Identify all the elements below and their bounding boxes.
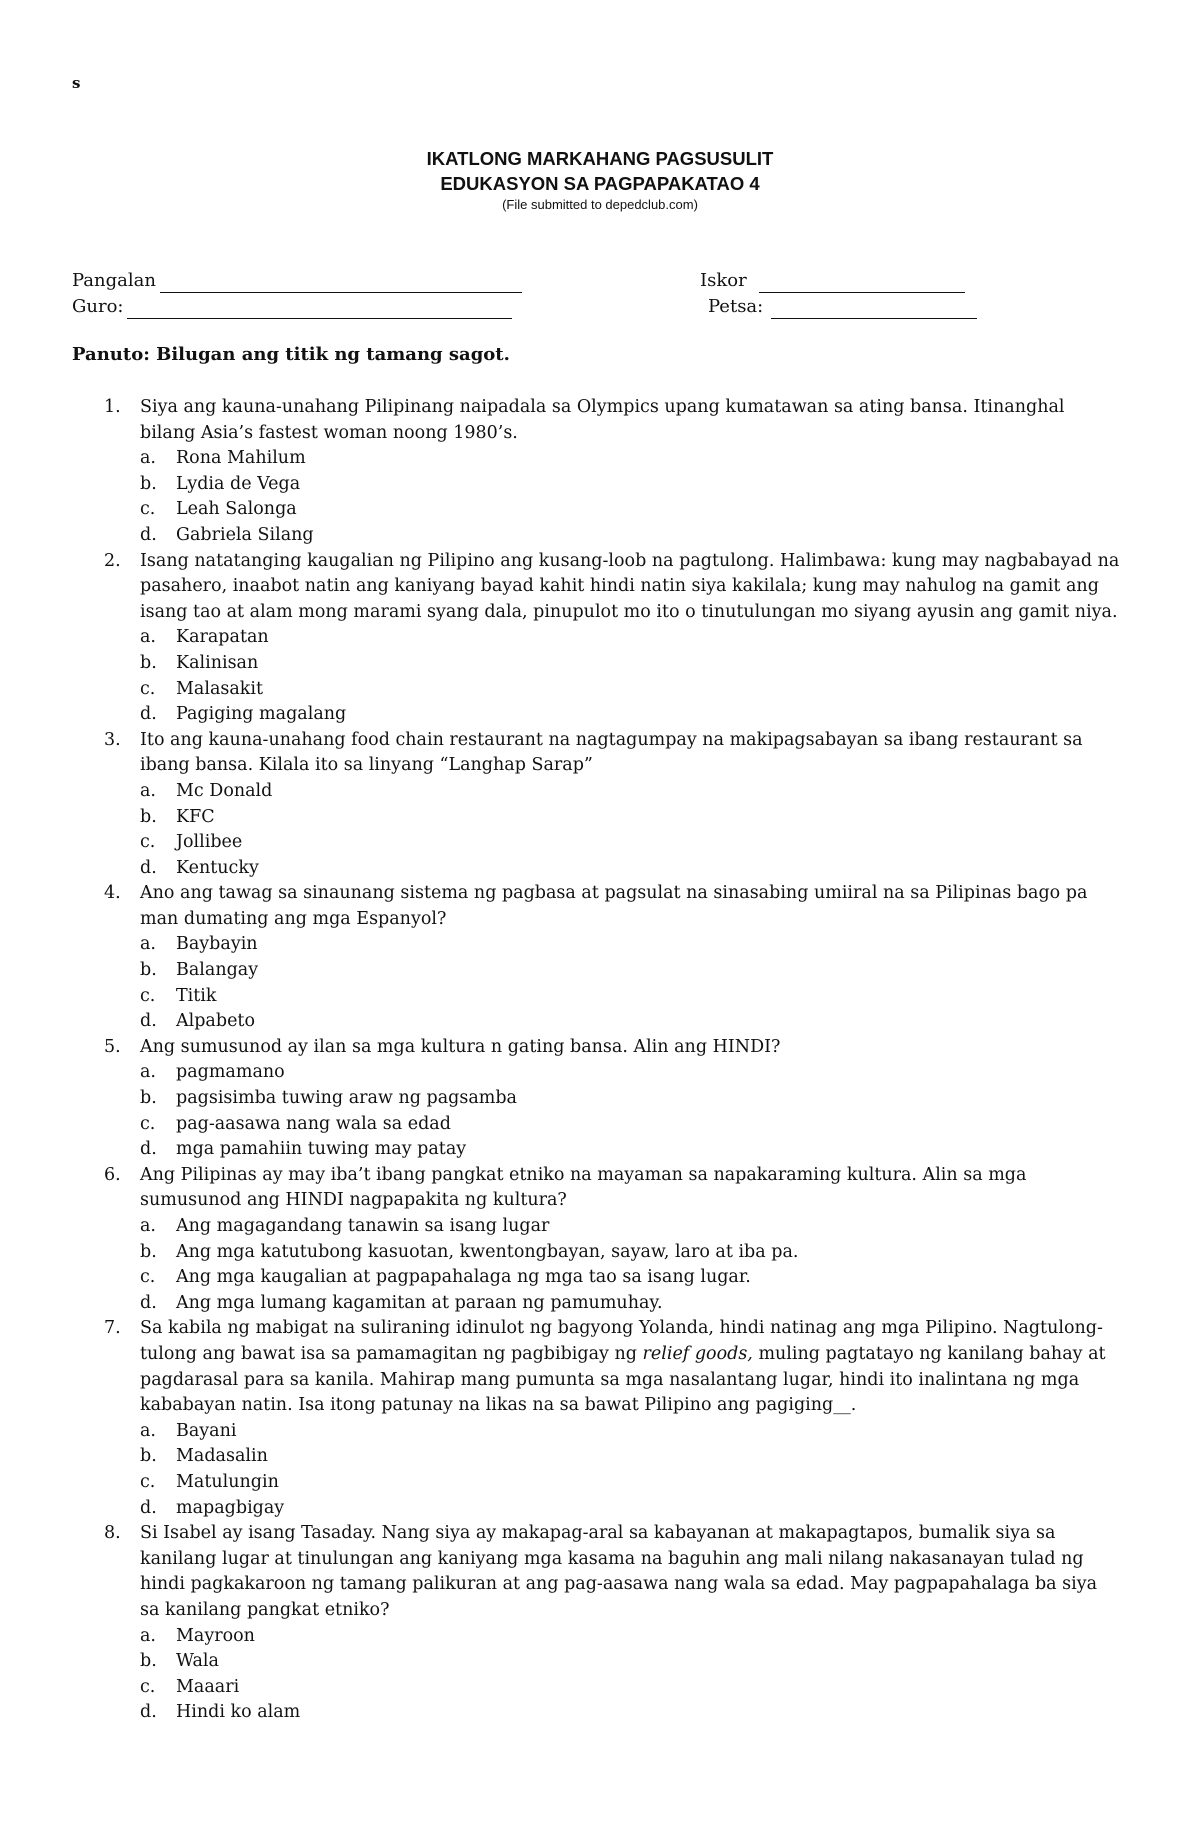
choice-text: Kalinisan — [176, 652, 259, 673]
choice-letter: b. — [140, 1241, 157, 1262]
pangalan-field — [72, 269, 522, 293]
choice-text: pagmamano — [176, 1062, 285, 1083]
question-text: Isang natatanging kaugalian ng Pilipino ang kusang-loob na pagtulong. Halimbawa: kung may nagbabayad na pasahero, inaabot natin ang kaniyang bayad kahit hindi natin siya kakilala; kung may nahulog na gamit ang isang tao at alam mong marami syang dala, pinupulot mo ito o tinutulungan mo siyang ayusin ang gamit niya. — [140, 550, 1120, 622]
guro-blank[interactable] — [127, 298, 512, 319]
question-3 — [72, 728, 1122, 882]
petsa-blank[interactable] — [771, 298, 977, 319]
question-2 — [72, 549, 1122, 728]
choice-letter: c. — [140, 985, 156, 1006]
choice-a[interactable] — [72, 1214, 1122, 1240]
question-number: 7. — [104, 1318, 121, 1339]
choice-letter: a. — [140, 934, 156, 955]
choice-text: pag-aasawa nang wala sa edad — [176, 1113, 451, 1134]
choice-c[interactable] — [72, 830, 1122, 856]
question-text — [140, 1316, 1122, 1418]
choice-b[interactable] — [72, 1649, 1122, 1675]
choice-text: Matulungin — [176, 1471, 279, 1492]
choice-letter: a. — [140, 780, 156, 801]
choice-text: Jollibee — [176, 832, 243, 853]
choice-letter: d. — [140, 1702, 157, 1723]
corner-mark: s — [72, 74, 81, 92]
choice-text: KFC — [176, 806, 215, 827]
choice-letter: b. — [140, 806, 157, 827]
choice-c[interactable] — [72, 1112, 1122, 1138]
question-text: Ang sumusunod ay ilan sa mga kultura n gating bansa. Alin ang HINDI? — [140, 1036, 781, 1057]
choice-letter: a. — [140, 448, 156, 469]
choice-letter: b. — [140, 473, 157, 494]
choice-text: Ang mga lumang kagamitan at paraan ng pamumuhay. — [176, 1292, 663, 1313]
choice-b[interactable] — [72, 472, 1122, 498]
question-8 — [72, 1521, 1122, 1726]
choice-letter: a. — [140, 1625, 156, 1646]
question-number: 1. — [104, 397, 121, 417]
choice-letter: b. — [140, 1088, 157, 1109]
choice-d[interactable] — [72, 1700, 1122, 1726]
guro-label: Guro: — [72, 296, 124, 317]
choice-text: mapagbigay — [176, 1497, 285, 1518]
choice-d[interactable] — [72, 1291, 1122, 1317]
question-6 — [72, 1163, 1122, 1317]
choice-text: Titik — [176, 985, 217, 1006]
question-4 — [72, 881, 1122, 1035]
question-text: Ano ang tawag sa sinaunang sistema ng pagbasa at pagsulat na sinasabing umiiral na sa Pilipinas bago pa man dumating ang mga Espanyol? — [140, 883, 1088, 929]
choice-text: Kentucky — [176, 857, 259, 878]
choice-text: Ang mga kaugalian at pagpapahalaga ng mga tao sa isang lugar. — [176, 1267, 751, 1288]
choice-letter: a. — [140, 1062, 156, 1083]
question-5 — [72, 1035, 1122, 1163]
choice-letter: d. — [140, 1139, 157, 1160]
iskor-blank[interactable] — [759, 272, 965, 293]
choice-d[interactable] — [72, 1009, 1122, 1035]
choice-letter: c. — [140, 1267, 156, 1288]
choice-letter: c. — [140, 1113, 156, 1134]
choice-a[interactable] — [72, 625, 1122, 651]
instructions: Panuto: Bilugan ang titik ng tamang sagot. — [72, 344, 510, 365]
choice-b[interactable] — [72, 805, 1122, 831]
choice-letter: b. — [140, 1446, 157, 1467]
choice-letter: b. — [140, 960, 157, 981]
choice-letter: d. — [140, 1497, 157, 1518]
question-list — [72, 395, 1122, 1726]
choice-text: Wala — [176, 1651, 219, 1672]
question-7 — [72, 1316, 1122, 1521]
choice-text: mga pamahiin tuwing may patay — [176, 1139, 467, 1160]
question-text-start: Sa kabila ng mabigat na suliraning idinulot ng bagyong Yolanda, hindi natinag ang mga Pilipino. Nagtulong-tulong ang bawat isa sa pamamagitan ng pagbibigay ng — [140, 1318, 1103, 1364]
question-number: 5. — [104, 1036, 121, 1057]
choice-text: Balangay — [176, 960, 259, 981]
question-text: Si Isabel ay isang Tasaday. Nang siya ay makapag-aral sa kabayanan at makapagtapos, bumalik siya sa kanilang lugar at tinulungan ang kaniyang mga kasama na baguhin ang mali nilang nakasanayan tulad ng hindi pagkakaroon ng tamang palikuran at ang pag-aasawa nang wala sa edad. May pagpapahalaga ba siya sa kanilang pangkat etniko? — [140, 1523, 1098, 1620]
choice-letter: d. — [140, 704, 157, 725]
iskor-label: Iskor — [700, 270, 747, 291]
choice-text: Ang mga katutubong kasuotan, kwentongbayan, sayaw, laro at iba pa. — [176, 1241, 799, 1262]
choice-letter: c. — [140, 499, 156, 520]
question-text-end: muling pagtatayo ng kanilang bahay at pagdarasal para sa kanila. Mahirap mang pumunta sa mga nasalantang lugar, hindi ito inalintana ng mga kababayan natin. Isa itong patunay na likas na sa bawat Pilipino ang pagiging__. — [140, 1343, 1106, 1416]
choice-c[interactable] — [72, 1470, 1122, 1496]
choice-b[interactable] — [72, 651, 1122, 677]
choice-b[interactable] — [72, 958, 1122, 984]
choice-a[interactable] — [72, 446, 1122, 472]
choice-c[interactable] — [72, 1265, 1122, 1291]
question-text-italic: relief goods, — [642, 1343, 753, 1364]
choice-text: Lydia de Vega — [176, 473, 301, 494]
petsa-field — [708, 295, 977, 319]
exam-title: IKATLONG MARKAHANG PAGSUSULIT — [426, 148, 774, 169]
question-text: Ito ang kauna-unahang food chain restaurant na nagtagumpay na makipagsabayan sa ibang restaurant sa ibang bansa. Kilala ito sa linyang “Langhap Sarap” — [140, 729, 1083, 776]
document-header — [0, 146, 1200, 214]
choice-letter: c. — [140, 1676, 156, 1697]
source-note: (File submitted to depedclub.com) — [502, 197, 698, 212]
choice-text: pagsisimba tuwing araw ng pagsamba — [176, 1088, 517, 1109]
question-1 — [72, 395, 1122, 549]
choice-c[interactable] — [72, 497, 1122, 523]
choice-a[interactable] — [72, 1624, 1122, 1650]
guro-field — [72, 295, 512, 319]
choice-c[interactable] — [72, 984, 1122, 1010]
choice-text: Leah Salonga — [176, 499, 297, 520]
choice-text: Madasalin — [176, 1446, 268, 1467]
choice-text: Karapatan — [176, 627, 269, 648]
choice-d[interactable] — [72, 523, 1122, 549]
choice-letter: d. — [140, 1292, 157, 1313]
choice-b[interactable] — [72, 1444, 1122, 1470]
subject-title: EDUKASYON SA PAGPAPAKATAO 4 — [440, 173, 760, 194]
choice-c[interactable] — [72, 1675, 1122, 1701]
choice-d[interactable] — [72, 702, 1122, 728]
choice-text: Bayani — [176, 1420, 237, 1441]
choice-text: Mayroon — [176, 1625, 255, 1646]
choice-text: Gabriela Silang — [176, 524, 314, 545]
choice-letter: d. — [140, 524, 157, 545]
choice-text: Ang magagandang tanawin sa isang lugar — [176, 1216, 550, 1236]
choice-a[interactable] — [72, 1060, 1122, 1086]
choice-letter: a. — [140, 1420, 156, 1441]
choice-text: Rona Mahilum — [176, 448, 306, 469]
question-text: Siya ang kauna-unahang Pilipinang naipadala sa Olympics upang kumatawan sa ating bansa. Itinanghal bilang Asia’s fastest woman noong 1980’s. — [140, 397, 1065, 443]
choice-d[interactable] — [72, 856, 1122, 882]
petsa-label: Petsa: — [708, 296, 764, 317]
choice-text: Pagiging magalang — [176, 704, 347, 725]
choice-letter: c. — [140, 1471, 156, 1492]
question-number: 2. — [104, 550, 121, 571]
choice-letter: a. — [140, 1216, 156, 1236]
choice-letter: a. — [140, 627, 156, 648]
choice-d[interactable] — [72, 1137, 1122, 1163]
choice-a[interactable] — [72, 932, 1122, 958]
choice-c[interactable] — [72, 677, 1122, 703]
choice-letter: b. — [140, 652, 157, 673]
question-number: 6. — [104, 1164, 121, 1185]
choice-text: Baybayin — [176, 934, 258, 955]
choice-b[interactable] — [72, 1086, 1122, 1112]
choice-a[interactable] — [72, 779, 1122, 805]
choice-text: Maaari — [176, 1676, 240, 1697]
choice-letter: d. — [140, 857, 157, 878]
choice-text: Malasakit — [176, 678, 264, 699]
choice-text: Alpabeto — [176, 1011, 255, 1032]
pangalan-blank[interactable] — [160, 272, 522, 293]
choice-letter: b. — [140, 1651, 157, 1672]
question-text: Ang Pilipinas ay may iba’t ibang pangkat etniko na mayaman sa napakaraming kultura. Alin sa mga sumusunod ang HINDI nagpapakita ng kultura? — [140, 1164, 1027, 1211]
choice-text: Mc Donald — [176, 780, 273, 801]
choice-letter: c. — [140, 832, 156, 853]
choice-a[interactable] — [72, 1419, 1122, 1445]
choice-letter: d. — [140, 1011, 157, 1032]
iskor-field — [700, 269, 965, 293]
question-number: 3. — [104, 729, 121, 750]
choice-d[interactable] — [72, 1496, 1122, 1522]
question-number: 4. — [104, 883, 121, 904]
choice-b[interactable] — [72, 1240, 1122, 1266]
pangalan-label: Pangalan — [72, 270, 156, 291]
choice-text: Hindi ko alam — [176, 1702, 301, 1723]
choice-letter: c. — [140, 678, 156, 699]
question-number: 8. — [104, 1523, 121, 1544]
